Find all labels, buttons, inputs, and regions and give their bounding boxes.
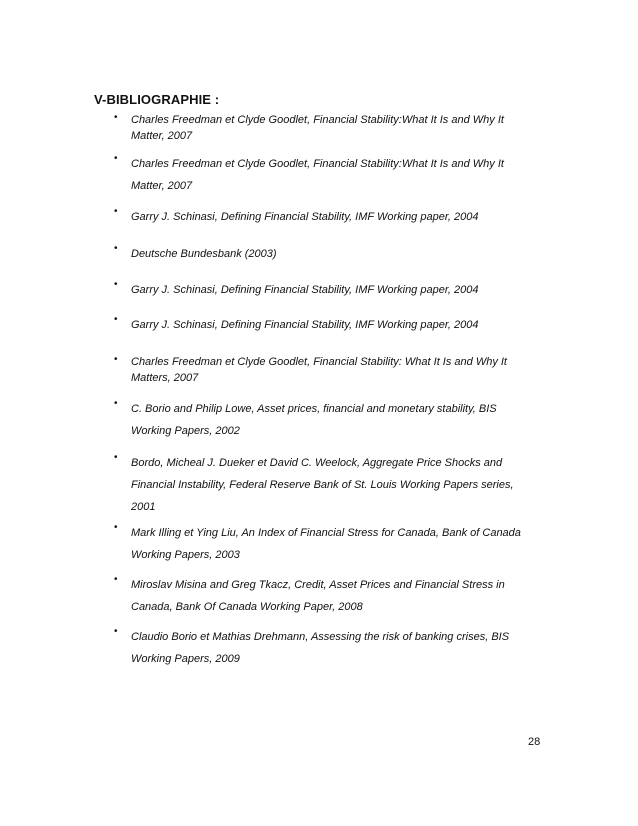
- entry-text: Charles Freedman et Clyde Goodlet, Financial Stability:What It Is and Why It Matter, 2007: [131, 114, 504, 142]
- bibliography-entry: [114, 398, 534, 442]
- bibliography-entry: [114, 153, 534, 197]
- entry-text: Miroslav Misina and Greg Tkacz, Credit, Asset Prices and Financial Stress in Canada, Bank Of Canada Working Paper, 2008: [131, 579, 505, 613]
- bullet-icon: •: [114, 354, 118, 365]
- bullet-icon: •: [114, 112, 118, 123]
- entry-text: C. Borio and Philip Lowe, Asset prices, financial and monetary stability, BIS Working Papers, 2002: [131, 403, 497, 437]
- entry-text: Garry J. Schinasi, Defining Financial Stability, IMF Working paper, 2004: [131, 284, 479, 296]
- bullet-icon: •: [114, 626, 118, 637]
- bibliography-entry: [114, 574, 534, 618]
- entry-text: Charles Freedman et Clyde Goodlet, Financial Stability: What It Is and Why It Matters, 2007: [131, 356, 507, 384]
- bibliography-entry: [114, 354, 534, 386]
- bullet-icon: •: [114, 314, 118, 325]
- bullet-icon: •: [114, 522, 118, 533]
- bullet-icon: •: [114, 206, 118, 217]
- bibliography-entry: [114, 452, 534, 518]
- entry-text: Garry J. Schinasi, Defining Financial Stability, IMF Working paper, 2004: [131, 211, 479, 223]
- bullet-icon: •: [114, 279, 118, 290]
- entry-text: Charles Freedman et Clyde Goodlet, Financial Stability:What It Is and Why It Matter, 2007: [131, 158, 504, 192]
- bibliography-entry: [114, 279, 534, 301]
- section-heading: V-BIBLIOGRAPHIE :: [94, 92, 220, 107]
- bibliography-entry: [114, 243, 534, 265]
- bullet-icon: •: [114, 153, 118, 164]
- bullet-icon: •: [114, 398, 118, 409]
- entry-text: Bordo, Micheal J. Dueker et David C. Weelock, Aggregate Price Shocks and Financial Instability, Federal Reserve Bank of St. Louis Working Papers series, 2001: [131, 457, 514, 513]
- bibliography-entry: [114, 206, 534, 228]
- entry-text: Deutsche Bundesbank (2003): [131, 248, 277, 260]
- bullet-icon: •: [114, 574, 118, 585]
- bibliography-entry: [114, 626, 534, 670]
- bullet-icon: •: [114, 243, 118, 254]
- entry-text: Garry J. Schinasi, Defining Financial Stability, IMF Working paper, 2004: [131, 319, 479, 331]
- bibliography-entry: [114, 314, 534, 336]
- entry-text: Claudio Borio et Mathias Drehmann, Assessing the risk of banking crises, BIS Working Papers, 2009: [131, 631, 510, 665]
- entry-text: Mark Illing et Ying Liu, An Index of Financial Stress for Canada, Bank of Canada Working Papers, 2003: [131, 527, 521, 561]
- page-number: 28: [528, 736, 541, 748]
- bibliography-entry: [114, 522, 534, 566]
- bullet-icon: •: [114, 452, 118, 463]
- bibliography-entry: [114, 112, 534, 144]
